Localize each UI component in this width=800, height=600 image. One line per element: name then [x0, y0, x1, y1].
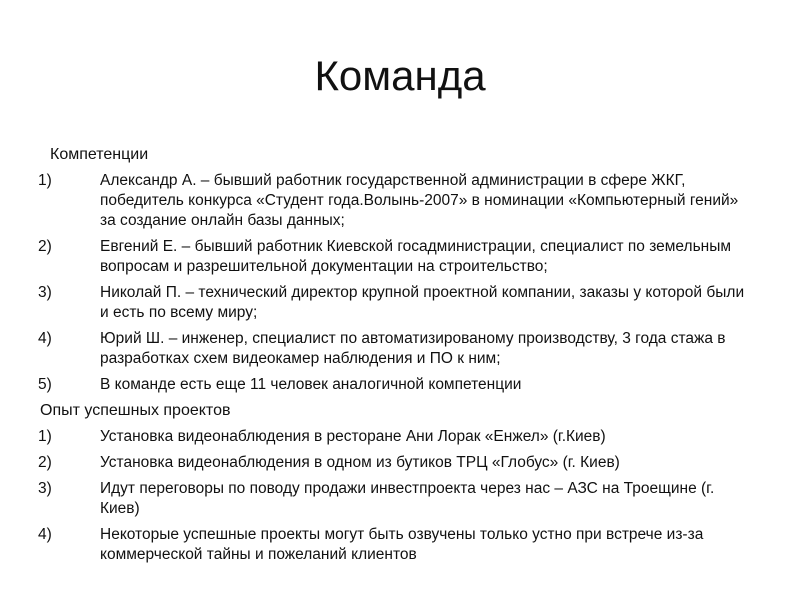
list-item-text: В команде есть еще 11 человек аналогичной компетенции	[100, 376, 522, 393]
list-item-number: 4)	[38, 526, 52, 543]
list-item-text: Установка видеонаблюдения в одном из бутиков ТРЦ «Глобус» (г. Киев)	[100, 454, 620, 471]
list-item-number: 4)	[38, 330, 52, 347]
list-item-text: Установка видеонаблюдения в ресторане Ани Лорак «Енжел» (г.Киев)	[100, 428, 606, 445]
projects-list	[0, 427, 800, 565]
list-item-text: Александр А. – бывший работник государственной администрации в сфере ЖКГ, победитель конкурса «Студент года.Волынь-2007» в номинации «Компьютерный гений» за создание онлайн базы данных;	[100, 172, 739, 229]
list-item-number: 1)	[38, 428, 52, 445]
list-item	[0, 237, 800, 277]
list-item	[0, 427, 800, 447]
list-item	[0, 283, 800, 323]
list-item-number: 1)	[38, 172, 52, 189]
competencies-list	[0, 171, 800, 395]
list-item-text: Идут переговоры по поводу продажи инвестпроекта через нас – АЗС на Троещине (г. Киев)	[100, 480, 715, 517]
list-item-number: 3)	[38, 284, 52, 301]
slide-title: Команда	[314, 52, 486, 99]
list-item-text: Юрий Ш. – инженер, специалист по автоматизированому производству, 3 года стажа в разработках схем видеокамер наблюдения и ПО к ним;	[100, 330, 726, 367]
list-item	[0, 329, 800, 369]
list-item	[0, 525, 800, 565]
list-item-number: 3)	[38, 480, 52, 497]
list-item-number: 5)	[38, 376, 52, 393]
slide-content	[0, 145, 800, 571]
list-item-number: 2)	[38, 454, 52, 471]
competencies-heading: Компетенции	[50, 146, 149, 163]
list-item-number: 2)	[38, 238, 52, 255]
projects-heading: Опыт успешных проектов	[40, 402, 231, 419]
list-item	[0, 171, 800, 231]
list-item-text: Некоторые успешные проекты могут быть озвучены только устно при встрече из-за коммерческой тайны и пожеланий клиентов	[100, 526, 704, 563]
list-item	[0, 453, 800, 473]
list-item	[0, 479, 800, 519]
list-item-text: Евгений Е. – бывший работник Киевской госадминистрации, специалист по земельным вопросам и разрешительной документации на строительство;	[100, 238, 732, 275]
list-item	[0, 375, 800, 395]
list-item-text: Николай П. – технический директор крупной проектной компании, заказы у которой были и есть по всему миру;	[100, 284, 745, 321]
